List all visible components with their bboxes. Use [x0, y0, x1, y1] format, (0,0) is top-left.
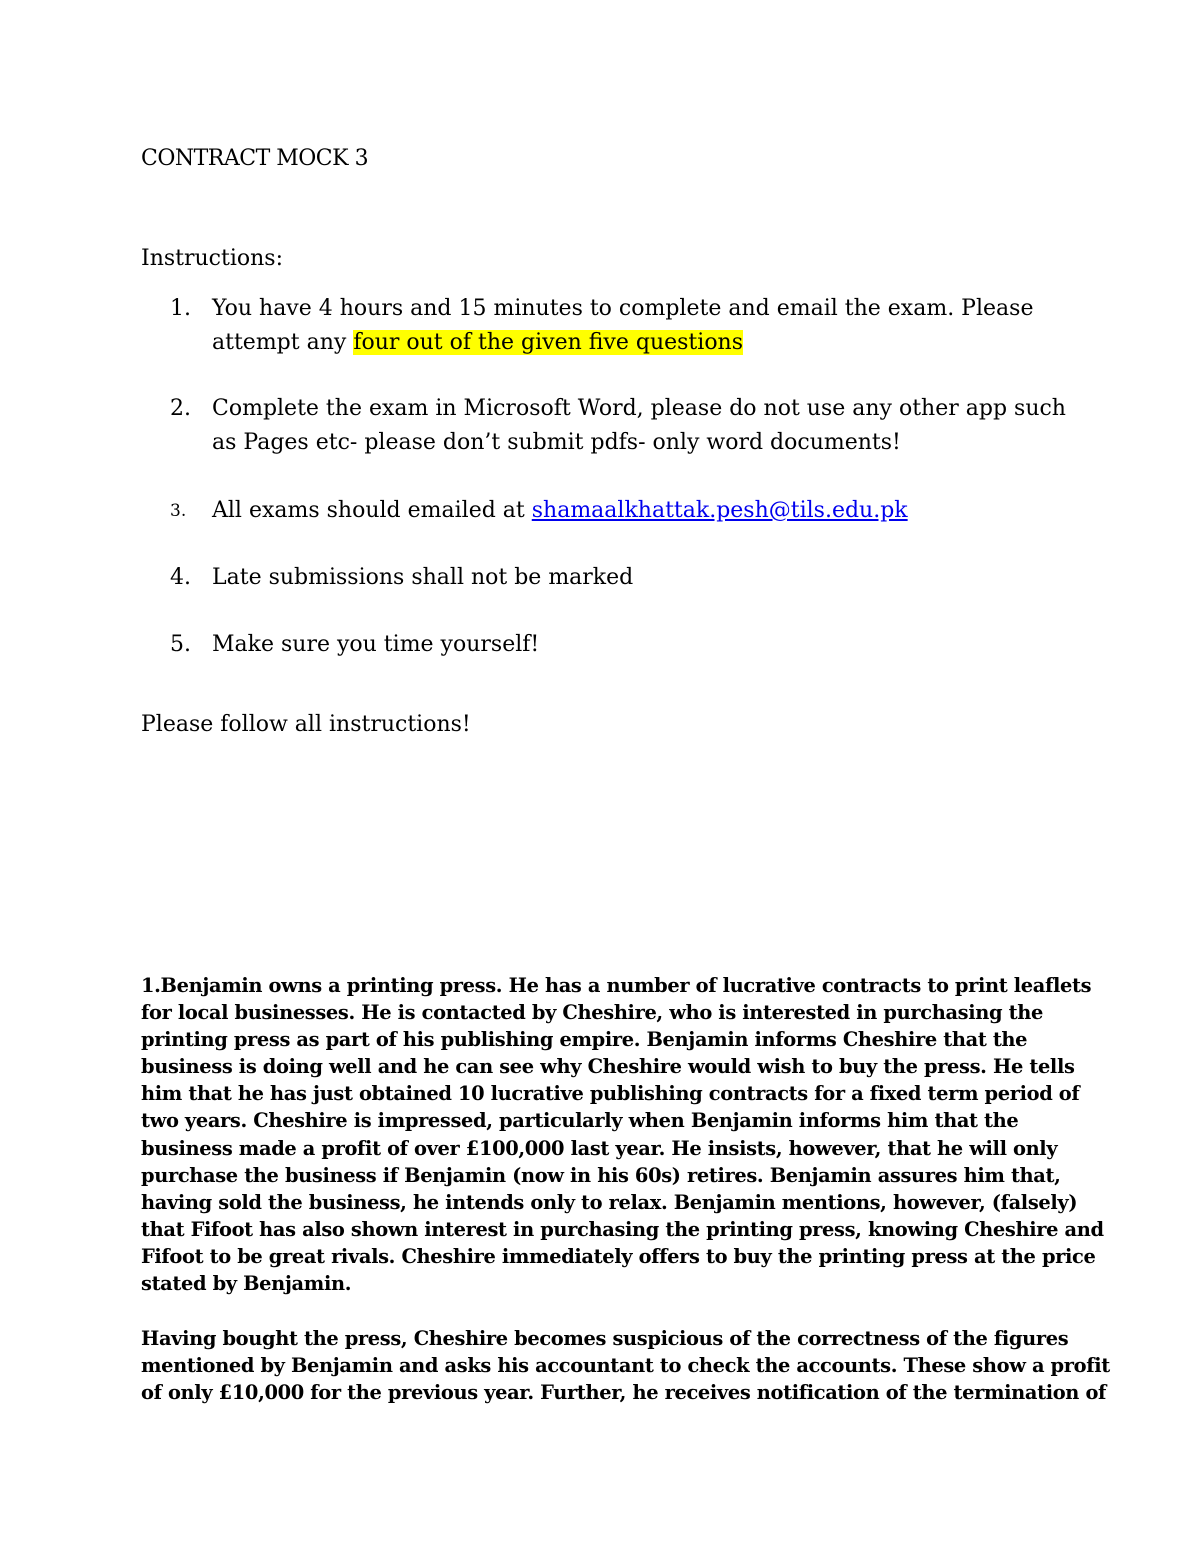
instruction-text: [212, 494, 1100, 528]
paragraph-line: Fifoot to be great rivals. Cheshire immediately offers to buy the printing press at the price: [141, 1244, 1096, 1268]
instruction-line: Make sure you time yourself!: [212, 632, 540, 657]
instruction-line-prefix: attempt any: [212, 330, 354, 355]
paragraph-line: him that he has just obtained 10 lucrative publishing contracts for a fixed term period of: [141, 1082, 1080, 1106]
instruction-text: [212, 561, 1100, 595]
instruction-text: [212, 292, 1100, 360]
instruction-line-prefix: All exams should emailed at: [212, 498, 532, 523]
paragraph-line: stated by Benjamin.: [141, 1272, 352, 1296]
paragraph-line: mentioned by Benjamin and asks his accountant to check the accounts. These show a profit: [141, 1354, 1110, 1378]
paragraph-line: having sold the business, he intends only to relax. Benjamin mentions, however, (falsely): [141, 1190, 1078, 1214]
instruction-text: [212, 628, 1100, 662]
paragraph-line: 1.Benjamin owns a printing press. He has a number of lucrative contracts to print leaflets: [141, 974, 1092, 997]
follow-instructions-note: Please follow all instructions!: [141, 712, 471, 737]
instruction-item-1: [170, 292, 1100, 360]
instruction-number: 5.: [170, 632, 191, 657]
question-1-paragraph-2: [141, 1325, 1110, 1406]
question-1-paragraph-1: [141, 972, 1104, 1297]
instruction-text: [212, 392, 1100, 460]
highlighted-text: four out of the given five questions: [353, 330, 744, 355]
instruction-line: You have 4 hours and 15 minutes to complete and email the exam. Please: [212, 296, 1034, 321]
instruction-item-4: [170, 561, 1100, 595]
instruction-item-5: [170, 628, 1100, 662]
instructions-heading: Instructions:: [141, 246, 283, 271]
instruction-item-3: [170, 494, 1100, 528]
paragraph-line: that Fifoot has also shown interest in purchasing the printing press, knowing Cheshire and: [141, 1217, 1104, 1241]
instruction-line: [212, 494, 1100, 528]
instruction-number: 4.: [170, 565, 191, 590]
document-title: CONTRACT MOCK 3: [141, 146, 369, 171]
paragraph-line: for local businesses. He is contacted by Cheshire, who is interested in purchasing the: [141, 1001, 1043, 1025]
instruction-item-2: [170, 392, 1100, 460]
paragraph-line: printing press as part of his publishing empire. Benjamin informs Cheshire that the: [141, 1028, 1028, 1052]
paragraph-line: business is doing well and he can see why Cheshire would wish to buy the press. He tells: [141, 1055, 1075, 1079]
paragraph-line: Having bought the press, Cheshire becomes suspicious of the correctness of the figures: [141, 1327, 1069, 1350]
paragraph-line: business made a profit of over £100,000 last year. He insists, however, that he will only: [141, 1136, 1058, 1160]
instruction-number: 3.: [170, 501, 187, 521]
instruction-line: Complete the exam in Microsoft Word, please do not use any other app such: [212, 396, 1066, 421]
paragraph-line: of only £10,000 for the previous year. Further, he receives notification of the termination of: [141, 1381, 1107, 1405]
instruction-line: Late submissions shall not be marked: [212, 565, 634, 590]
paragraph-line: two years. Cheshire is impressed, particularly when Benjamin informs him that the: [141, 1109, 1019, 1133]
email-link[interactable]: shamaalkhattak.pesh@tils.edu.pk: [531, 498, 908, 523]
instruction-number: 1.: [170, 296, 191, 321]
instruction-line: [212, 326, 1100, 360]
instruction-number: 2.: [170, 396, 191, 421]
paragraph-line: purchase the business if Benjamin (now in his 60s) retires. Benjamin assures him that,: [141, 1163, 1061, 1187]
instruction-line: as Pages etc- please don’t submit pdfs- only word documents!: [212, 430, 901, 455]
